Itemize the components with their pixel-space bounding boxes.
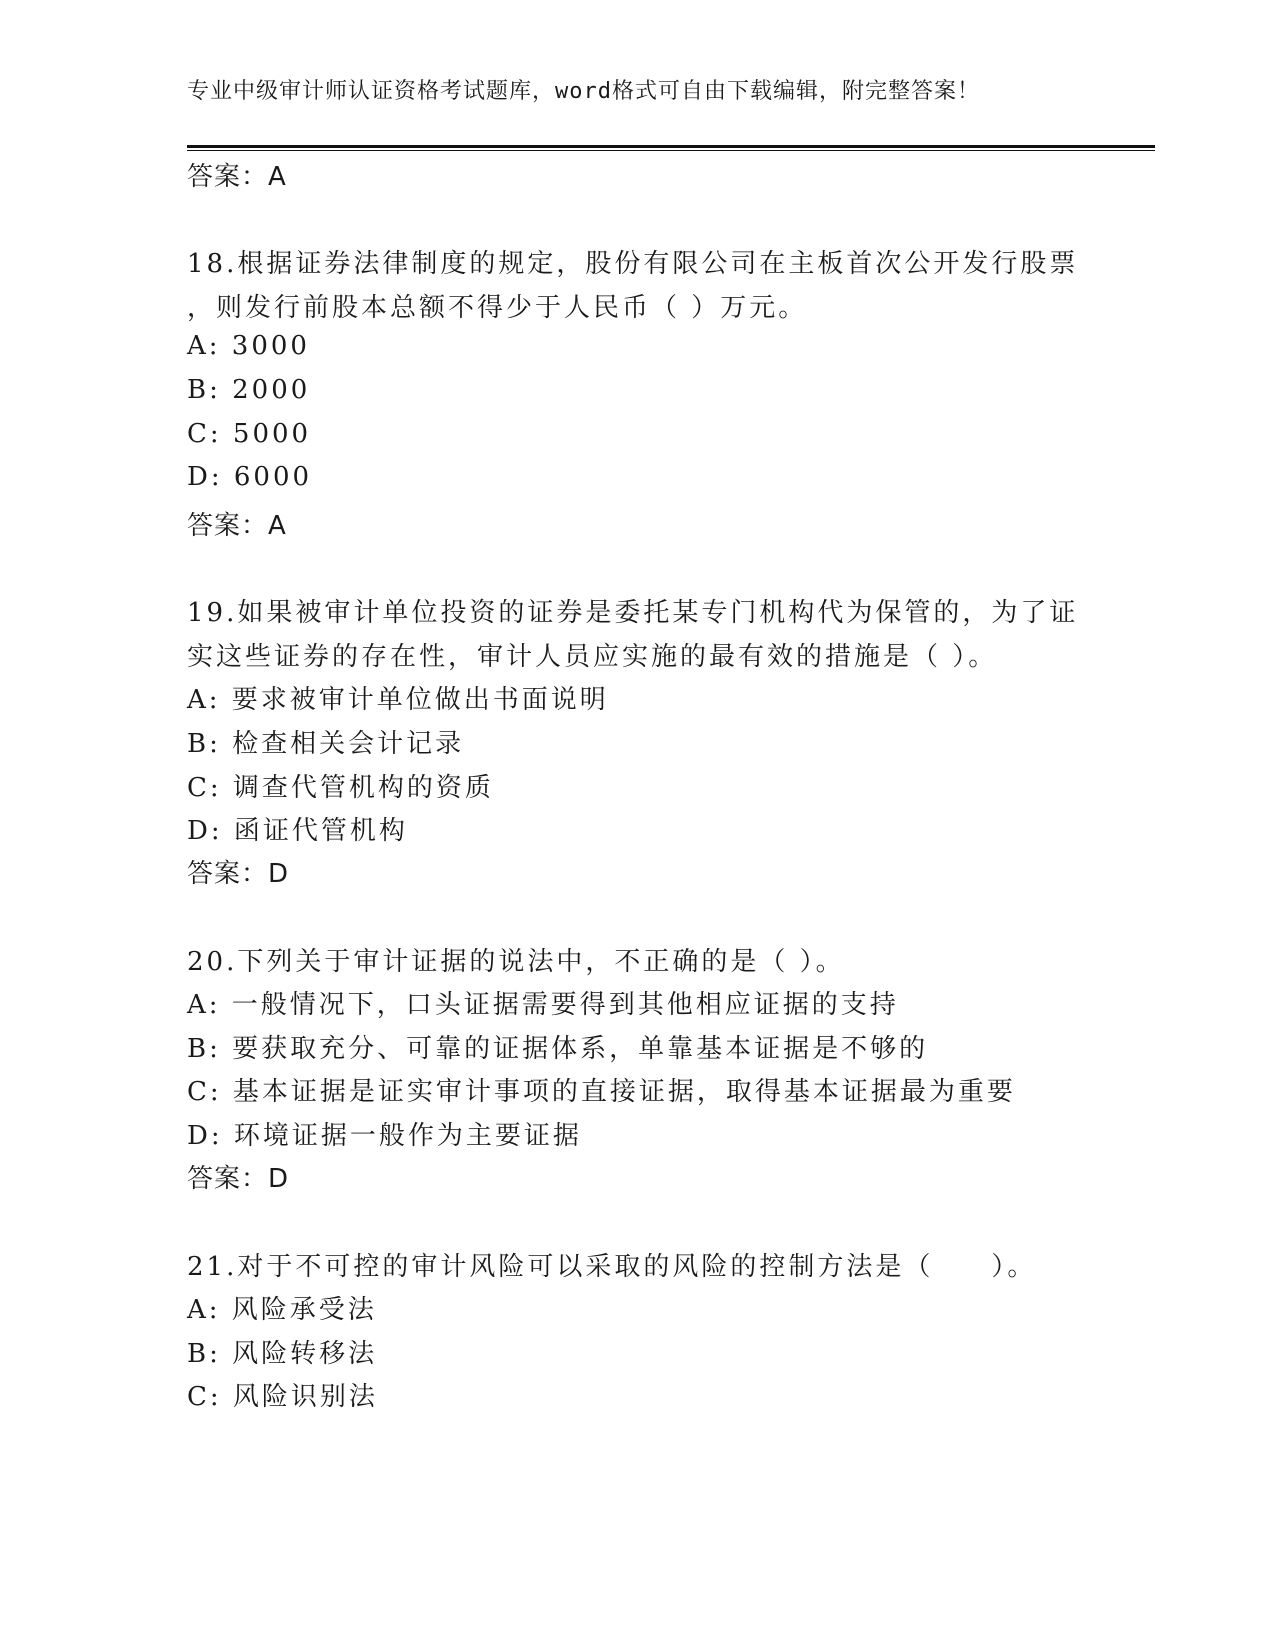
question-18-option-a: A: 3000 [187, 331, 310, 361]
question-18-option-d: D: 6000 [187, 462, 313, 492]
question-18-line2: ，则发行前股本总额不得少于人民币（ ）万元。 [187, 293, 808, 323]
header-rule-thick [187, 145, 1155, 148]
question-19-option-d: D: 函证代管机构 [187, 816, 408, 846]
question-19-option-b: B: 检查相关会计记录 [187, 729, 465, 759]
question-21-option-c: C: 风险识别法 [187, 1382, 378, 1412]
question-20-answer: 答案：D [187, 1164, 290, 1194]
question-19-line2: 实这些证券的存在性，审计人员应实施的最有效的措施是（ ）。 [187, 642, 998, 672]
question-20-option-d: D: 环境证据一般作为主要证据 [187, 1121, 582, 1151]
answer-prev: 答案：A [187, 162, 287, 192]
question-18-option-b: B: 2000 [187, 375, 311, 405]
question-18-answer: 答案：A [187, 511, 287, 541]
question-19-line1: 19.如果被审计单位投资的证券是委托某专门机构代为保管的，为了证 [187, 598, 1079, 628]
question-21-option-a: A: 风险承受法 [187, 1295, 377, 1325]
question-20-option-a: A: 一般情况下，口头证据需要得到其他相应证据的支持 [187, 990, 899, 1020]
header-rule-thin [187, 150, 1155, 151]
question-18-option-c: C: 5000 [187, 419, 312, 449]
question-19-option-c: C: 调查代管机构的资质 [187, 773, 494, 803]
question-19-option-a: A: 要求被审计单位做出书面说明 [187, 685, 609, 715]
question-18-line1: 18.根据证券法律制度的规定，股份有限公司在主板首次公开发行股票 [187, 249, 1079, 279]
question-20-option-b: B: 要获取充分、可靠的证据体系，单靠基本证据是不够的 [187, 1034, 929, 1064]
question-20-option-c: C: 基本证据是证实审计事项的直接证据，取得基本证据最为重要 [187, 1077, 1016, 1107]
page-header: 专业中级审计师认证资格考试题库，word格式可自由下载编辑，附完整答案！ [187, 79, 980, 104]
question-19-answer: 答案：D [187, 859, 290, 889]
question-20-line1: 20.下列关于审计证据的说法中，不正确的是（ ）。 [187, 947, 845, 977]
question-21-line1: 21.对于不可控的审计风险可以采取的风险的控制方法是（ ）。 [187, 1252, 1037, 1282]
question-21-option-b: B: 风险转移法 [187, 1339, 378, 1369]
